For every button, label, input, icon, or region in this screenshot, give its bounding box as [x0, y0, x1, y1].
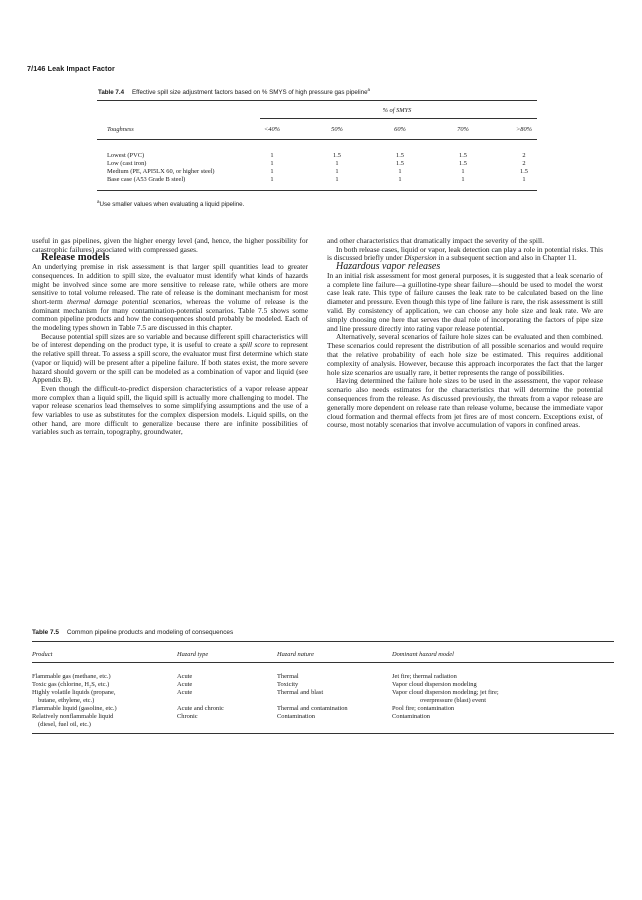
table-cell: 1 — [522, 176, 526, 183]
table-7-4-footnote-text: Use smaller values when evaluating a liquid pipeline. — [99, 201, 245, 209]
table-cell: 1 — [335, 168, 339, 175]
table-cell: 1 — [270, 152, 274, 159]
table-cell: 1 — [270, 176, 274, 183]
table-cell: 1 — [270, 168, 274, 175]
table-cell-hazard-nature: Thermal and contamination — [277, 705, 348, 712]
table-cell: 1.5 — [459, 152, 467, 159]
table-cell-hazard-model: Pool fire; contamination — [392, 705, 455, 712]
table-7-5-label: Table 7.5 — [32, 629, 59, 636]
table-7-4-header-col2: 50% — [331, 126, 343, 133]
table-7-4-header-col5: >80% — [515, 126, 533, 133]
table-7-4-caption-text: Effective spill size adjustment factors based on % SMYS of high pressure gas pipeline — [132, 89, 368, 97]
table-cell-hazard-model: Contamination — [392, 713, 430, 720]
table-7-5-header-product: Product — [32, 651, 53, 658]
table-7-4-footnote — [97, 199, 244, 208]
text-run: to represent the relative spill threat. To assess a spill score, the evaluator must first determine which state (vapor or liquid) will be present after a pipeline failure. If both states exist, the more severe hazard should govern or the spill can be modeled as a combination of vapor and liquid (see Appendix B). — [32, 340, 308, 385]
body-paragraph: In an initial risk assessment for most general purposes, it is suggested that a leak scenario of a complete line failure—a guillotine-type shear failure—should be used to model the worst case leak rate. This type of failure causes the leak rate to be calculated based on the line diameter and pressure. Even though this type of line failure is rare, the risk assessment is still valid. By consistency of application, we can choose any hole size and leak rate. We are simply choosing one here that serves the dual role of incorporating the factors of pipe size and line pressure directly into rating vapor release potential. — [327, 270, 603, 333]
table-cell-hazard-type: Acute — [177, 681, 193, 688]
table-7-4-caption-marker: a — [367, 87, 371, 92]
table-7-4-header-toughness: Toughness — [107, 126, 134, 133]
table-7-4-header-col4: 70% — [457, 126, 469, 133]
table-cell-product: Toxic gas (chlorine, H₂S, etc.) — [32, 681, 110, 688]
running-header: 7/146 Leak Impact Factor — [27, 64, 115, 73]
table-cell: 1 — [461, 176, 465, 183]
text-run: scenarios, whereas the volume of release is the dominant mechanism for many contamination-potential scenarios. Table 7.5 shows some common pipeline products and how the consequences should probably be modeled. Each of the modeling types shown in Table 7.5 are discussed in this chapter. — [32, 296, 308, 333]
table-cell-hazard-model: Jet fire; thermal radiation — [392, 673, 457, 680]
table-cell-product: Flammable liquid (gasoline, etc.) — [32, 705, 117, 712]
body-paragraph — [32, 333, 308, 385]
emphasis-text: thermal damage potential — [67, 296, 149, 306]
table-7-4-header-col1: <40% — [263, 126, 281, 133]
left-column — [32, 237, 308, 437]
table-cell-hazard-nature: Contamination — [277, 713, 315, 720]
table-cell: 1.5 — [520, 168, 528, 175]
table-cell: 1.5 — [333, 152, 341, 159]
table-cell-product-cont: (diesel, fuel oil, etc.) — [38, 721, 91, 728]
table-cell-hazard-type: Acute — [177, 689, 193, 696]
emphasis-text: Dispersion — [404, 253, 437, 263]
table-cell-hazard-nature: Thermal — [277, 673, 299, 680]
table-7-5-caption-text: Common pipeline products and modeling of consequences — [66, 629, 234, 636]
table-cell: 1.5 — [396, 160, 404, 167]
table-7-4-caption — [98, 87, 370, 96]
table-cell-hazard-model: Vapor cloud dispersion modeling — [392, 681, 477, 688]
body-paragraph: Having determined the failure hole sizes to be used in the assessment, the vapor release scenario also needs estimates for the characteristics that will determine the potential consequences from the release. As discussed previously, the threats from a vapor release are generally more dependent on release rate than release volume, because the immediate vapor cloud formation and thermal effects from jet fires are of most concern. Exceptions exist, of course, most notably scenarios that involve accumulation of vapors in confined areas. — [327, 376, 603, 430]
table-7-4-header-col3: 60% — [394, 126, 406, 133]
table-cell-hazard-nature: Thermal and blast — [277, 689, 324, 696]
table-7-4-top-rule — [97, 100, 537, 101]
left-intro-paragraph: useful in gas pipelines, given the higher energy level (and, hence, the higher possibility for catastrophic failures) associated with compressed gases. — [32, 236, 308, 254]
body-paragraph: Even though the difficult-to-predict dispersion characteristics of a vapor release appear more complex than a liquid spill, the liquid spill is actually more challenging to model. The vapor release scenarios lead themselves to some simplifying assumptions and the use of a few variables to use as substitutes for the complex dispersion models. Liquid spills, on the other hand, are more difficult to generalize because there are infinite possibilities of variables such as terrain, topography, groundwater, — [32, 383, 308, 437]
table-7-4-label: Table 7.4 — [98, 89, 125, 97]
table-cell-label: Low (cast iron) — [107, 160, 147, 167]
table-cell: 1 — [270, 160, 274, 167]
table-7-5-caption — [32, 629, 233, 636]
table-7-5-header-rule — [32, 662, 614, 663]
section-heading-release-models: Release models — [41, 252, 110, 264]
table-cell-label: Base case (A53 Grade B steel) — [107, 176, 186, 183]
table-7-5-header-dominant-model: Dominant hazard model — [392, 651, 454, 658]
table-cell: 1 — [461, 168, 465, 175]
table-cell-hazard-nature: Toxicity — [277, 681, 299, 688]
right-intro-paragraph: and other characteristics that dramatically impact the severity of the spill. — [327, 236, 544, 245]
table-cell-product: Flammable gas (methane, etc.) — [32, 673, 111, 680]
table-7-5-header-hazard-type: Hazard type — [177, 651, 209, 658]
table-cell: 1.5 — [459, 160, 467, 167]
table-7-4-spanner: % of SMYS — [382, 107, 412, 114]
table-cell: 2 — [522, 152, 526, 159]
text-run: in a subsequent section and also in Chapter 11. — [436, 253, 577, 263]
table-cell: 1.5 — [396, 152, 404, 159]
text-run: Because potential spill sizes are so variable and because different spill characteristics will be of interest depending on the product type, it is useful to create a — [32, 331, 308, 350]
table-cell-product-cont: butane, ethylene, etc.) — [38, 697, 95, 704]
table-cell-hazard-type: Acute and chronic — [177, 705, 224, 712]
table-cell: 1 — [398, 176, 402, 183]
text-run: An underlying premise in risk assessment is that larger spill quantities lead to greater consequences. In addition to spill size, the evaluator must identify what kinds of hazards might be involved since some are more sensitive to release rate, while others are more sensitive to total volume released. The rate of release is the dominant mechanism for most short-term — [32, 262, 308, 306]
right-column — [327, 237, 603, 430]
table-cell-hazard-type: Acute — [177, 673, 193, 680]
table-cell-hazard-model-cont: overpressure (blast) event — [420, 697, 487, 704]
table-cell: 1 — [335, 160, 339, 167]
table-7-5-top-rule — [32, 641, 614, 642]
body-paragraph — [32, 263, 308, 333]
table-cell-label: Lowest (PVC) — [107, 152, 145, 159]
table-cell-hazard-type: Chronic — [177, 713, 198, 720]
table-7-5-header-hazard-nature: Hazard nature — [277, 651, 314, 658]
table-cell-product: Highly volatile liquids (propane, — [32, 689, 116, 696]
table-cell-label: Medium (PE, API5LX 60, or higher steel) — [107, 168, 215, 175]
section-heading-hazardous-vapor-releases: Hazardous vapor releases — [336, 261, 441, 273]
body-paragraph: Alternatively, several scenarios of failure hole sizes can be evaluated and then combined. These scenarios could represent the distribution of all possible scenarios and would require that the relative probability of each hole size be estimated. This requires additional complexity of analysis. However, because this approach incorporates the fact that the larger hole size scenarios are usually rare, it better represents the range of possibilities. — [327, 332, 603, 377]
table-7-5-bottom-rule — [32, 733, 614, 734]
table-cell-hazard-model: Vapor cloud dispersion modeling; jet fire; — [392, 689, 499, 696]
table-cell: 1 — [398, 168, 402, 175]
table-7-4-bottom-rule — [97, 190, 537, 191]
table-cell-product: Relatively nonflammable liquid — [32, 713, 114, 720]
table-7-4-footnote-marker: a — [97, 199, 100, 204]
table-7-4-header-rule — [97, 139, 537, 140]
table-7-4-spanner-rule — [260, 118, 537, 119]
table-cell: 1 — [335, 176, 339, 183]
table-cell: 2 — [522, 160, 526, 167]
text-run: In both release cases, liquid or vapor, leak detection can play a role in potential risks. This is discussed briefly under — [327, 244, 603, 263]
emphasis-text: spill score — [239, 340, 271, 350]
